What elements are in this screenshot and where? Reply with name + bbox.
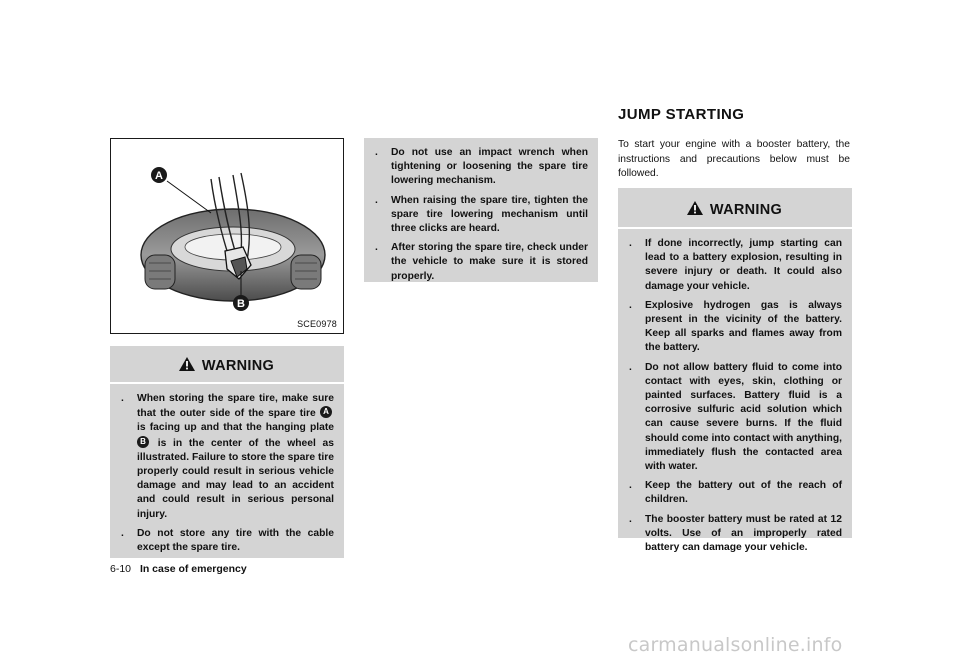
warning-item [626,237,842,294]
warning-box-left [110,346,344,558]
page-footer [110,563,247,575]
warning-item [626,479,842,507]
bullet: . [121,527,124,539]
warning-item [118,392,334,522]
warning-divider [618,227,852,229]
warning-item [118,527,334,555]
watermark[interactable]: carmanualsonline.info [628,634,843,656]
intro-paragraph: To start your engine with a booster battery, the instructions and precautions below must be followed. [618,139,850,179]
bullet: . [121,393,124,404]
warning-item-text: The booster battery must be rated at 12 volts. Use of an improperly rated battery can damage your vehicle. [645,513,842,554]
callout-b-badge: B [137,436,149,448]
bullet: . [629,238,632,249]
callout-a-label: A [155,170,163,182]
warning-heading: WARNING [201,358,275,374]
spare-tire-illustration [111,139,343,333]
warning-item-text: Do not use an impact wrench when tightening or loosening the spare tire lowering mechanism. [391,147,588,187]
callout-a-badge: A [320,406,332,418]
warning-box-right [618,188,852,554]
footer-section-title: In case of emergency [139,563,247,575]
warning-item [372,194,588,237]
warning-item [626,513,842,556]
bullet: . [629,299,632,311]
warning-header [118,356,334,376]
warning-item-text: If done incorrectly, jump starting can lead to a battery explosion, resulting in severe injury or death. It could also damage your vehicle. [645,238,842,292]
warning-item-text: is in the center of the wheel as illustrated. Failure to store the spare tire properly could result in serious vehicle damage and may lead to an accident and could result in serious personal injury. [137,437,334,520]
warning-item-text: When raising the spare tire, tighten the spare tire lowering mechanism until three clicks are heard. [391,194,588,235]
warning-item-text: Explosive hydrogen gas is always present in the vicinity of the battery. Keep all sparks and flames away from the battery. [645,299,842,354]
bullet: . [629,480,632,492]
warning-list [626,237,842,555]
warning-item-text: is facing up and that the hanging plate [137,422,334,434]
warning-header [626,200,842,220]
bullet: . [629,361,632,373]
figure-caption: SCE0978 [297,319,337,329]
warning-divider [110,382,344,384]
bullet: . [629,513,632,525]
warning-item-text: When storing the spare tire, make sure that the outer side of the spare tire [137,393,334,420]
warning-triangle-icon [178,356,196,376]
callout-b-label: B [237,298,245,310]
section-title: JUMP STARTING [618,106,745,123]
warning-item [626,361,842,475]
page-number: 6-10 [110,563,132,575]
warning-box-middle [364,138,598,282]
warning-item-text: Do not allow battery fluid to come into contact with eyes, skin, clothing or painted surfaces. Battery fluid is a corrosive sulfuric acid solution which can cause severe burns. If the fluid should come into contact with anything, immediately flush the contacted area with water. [645,361,842,473]
warning-item-text: Do not store any tire with the cable except the spare tire. [137,527,334,554]
spare-tire-figure [110,138,344,334]
warning-list [118,392,334,555]
warning-item [372,146,588,189]
warning-item [372,241,588,284]
warning-list [372,146,588,284]
warning-item-text: After storing the spare tire, check under the vehicle to make sure it is stored properly. [391,242,588,282]
warning-triangle-icon [686,200,704,220]
warning-heading: WARNING [709,202,783,218]
bullet: . [375,194,378,206]
warning-item-text: Keep the battery out of the reach of children. [645,480,842,506]
bullet: . [375,242,378,254]
warning-item [626,299,842,356]
bullet: . [375,147,378,158]
